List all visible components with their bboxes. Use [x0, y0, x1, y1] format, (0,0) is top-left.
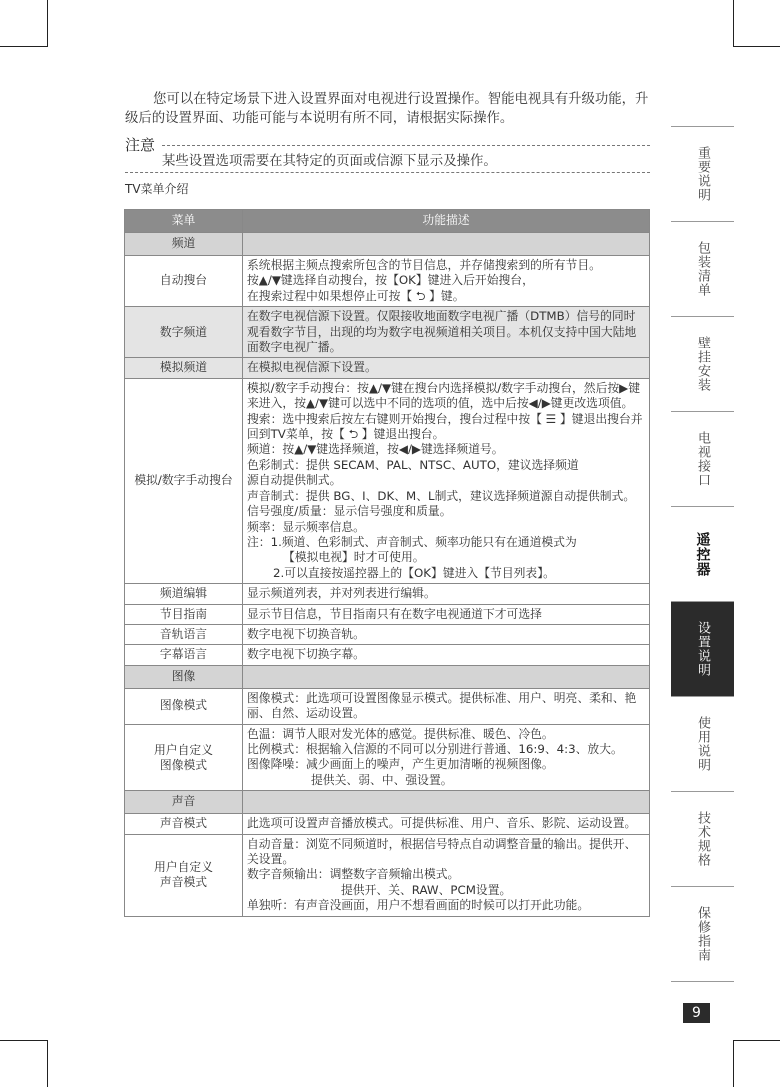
- tab-label: 使用说明: [695, 716, 710, 772]
- row-name: 字幕语言: [125, 645, 243, 665]
- row-desc: [243, 584, 650, 604]
- desc-line: 图像模式：此选项可设置图像显示模式。提供标准、用户、明亮、柔和、艳丽、自然、运动设置。: [247, 690, 637, 721]
- table-header-description: 功能描述: [243, 210, 650, 233]
- table-row: [125, 688, 650, 724]
- desc-line: 注：1.频道、色彩制式、声音制式、频率功能只有在通道模式为: [247, 534, 577, 549]
- tab-label: 重要说明: [695, 146, 710, 202]
- desc-line: 色温：调节人眼对发光体的感觉。提供标准、暖色、冷色。: [247, 726, 554, 741]
- crop-mark: [733, 0, 734, 47]
- crop-mark: [733, 46, 780, 47]
- desc-line: 数字电视下切换字幕。: [247, 647, 365, 662]
- category-picture-desc: [243, 665, 650, 688]
- crop-mark: [0, 46, 48, 47]
- note-top-divider: [162, 145, 650, 146]
- row-name: 频道编辑: [125, 584, 243, 604]
- desc-line: 系统根据主频点搜索所包含的节目信息，并存储搜索到的所有节目。: [247, 258, 601, 272]
- side-tabs: [671, 126, 734, 982]
- row-desc: [243, 724, 650, 791]
- row-desc: [243, 645, 650, 665]
- category-channel: 频道: [125, 233, 243, 256]
- desc-line: 自动音量：浏览不同频道时，根据信号特点自动调整音量的输出。提供开、关设置。: [247, 836, 637, 866]
- row-name: 模拟频道: [125, 358, 243, 378]
- tab-label: 电视接口: [695, 431, 710, 487]
- table-row: [125, 584, 650, 604]
- table-header-menu: 菜单: [125, 210, 243, 233]
- row-name: [125, 724, 243, 791]
- tab-label: 壁挂安装: [695, 336, 710, 392]
- desc-line: 频率：显示频率信息。: [247, 519, 365, 534]
- desc-line: 图像降噪：减少画面上的噪声，产生更加清晰的视频图像。: [247, 757, 554, 772]
- tab-packing-list[interactable]: [671, 221, 734, 316]
- desc-line: 信号强度/质量：显示信号强度和质量。: [247, 504, 452, 519]
- category-sound: 声音: [125, 791, 243, 814]
- page-number: 9: [683, 1003, 710, 1023]
- tab-label: 遥控器: [694, 531, 711, 577]
- row-name: [125, 834, 243, 916]
- row-name: 数字频道: [125, 307, 243, 358]
- row-name: 声音模式: [125, 814, 243, 834]
- tab-usage[interactable]: [671, 696, 734, 791]
- desc-line: 提供开、关、RAW、PCM设置。: [341, 882, 512, 897]
- table-row: [125, 791, 650, 814]
- table-row: [125, 604, 650, 624]
- tab-label: 保修指南: [695, 906, 710, 962]
- row-name-text: 用户自定义 声音模式: [154, 859, 213, 890]
- note-text: 某些设置选项需要在其特定的页面或信源下显示及操作。: [162, 154, 497, 169]
- crop-mark: [733, 1040, 780, 1041]
- row-name: 图像模式: [125, 688, 243, 724]
- tab-important[interactable]: [671, 126, 734, 221]
- desc-line: 提供关、弱、中、强设置。: [311, 772, 453, 787]
- tab-settings[interactable]: [671, 601, 734, 696]
- table-row: [125, 378, 650, 583]
- desc-line: 数字电视下切换音轨。: [247, 626, 365, 641]
- table-row: [125, 814, 650, 834]
- table-row: [125, 834, 650, 916]
- desc-line: 源自动提供制式。: [247, 473, 342, 488]
- category-channel-desc: [243, 233, 650, 256]
- table-row: [125, 724, 650, 791]
- table-row: [125, 645, 650, 665]
- desc-line: 【模拟电视】时才可使用。: [283, 550, 425, 565]
- tabs-bottom-line: [671, 981, 734, 982]
- tab-specs[interactable]: [671, 791, 734, 886]
- table-row: [125, 233, 650, 256]
- tab-remote[interactable]: [671, 506, 734, 601]
- desc-line: 在模拟电视信源下设置。: [247, 360, 377, 375]
- row-desc: [243, 378, 650, 583]
- table-row: [125, 665, 650, 688]
- desc-line: 频道：按▲/▼键选择频道，按◀/▶键选择频道号。: [247, 442, 504, 457]
- tv-menu-table: [124, 209, 650, 917]
- crop-mark: [0, 1040, 48, 1041]
- desc-line: 声音制式：提供 BG、I、DK、M、L制式，建议选择频道源自动提供制式。: [247, 488, 636, 503]
- intro-text: 您可以在特定场景下进入设置界面对电视进行设置操作。智能电视具有升级功能，升级后的设置界面、功能可能与本说明有所不同，请根据实际操作。: [125, 92, 649, 126]
- desc-line: 搜索：选中搜索后按左右键则开始搜台，搜台过程中按【 ☰ 】键退出搜台并回到TV菜单，按【 ⮌ 】键退出搜台。: [247, 411, 643, 442]
- tab-interfaces[interactable]: [671, 411, 734, 506]
- desc-line: 2.可以直接按遥控器上的【OK】键进入【节目列表】。: [273, 565, 555, 580]
- desc-line: 此选项可设置声音播放模式。可提供标准、用户、音乐、影院、运动设置。: [247, 816, 637, 831]
- tab-label: 包装清单: [695, 241, 710, 297]
- row-desc: [243, 307, 650, 358]
- crop-mark: [47, 0, 48, 47]
- desc-line: 比例模式：根据输入信源的不同可以分别进行普通、16:9、4:3、放大。: [247, 741, 623, 756]
- row-desc: [243, 834, 650, 916]
- row-name-text: 用户自定义 图像模式: [154, 742, 213, 772]
- tab-wall-mount[interactable]: [671, 316, 734, 411]
- crop-mark: [733, 1040, 734, 1087]
- desc-line: 显示频道列表，并对列表进行编辑。: [247, 586, 436, 601]
- tab-label: 设置说明: [695, 621, 710, 677]
- table-row: [125, 307, 650, 358]
- desc-line: 显示节目信息，节目指南只有在数字电视通道下才可选择: [247, 606, 542, 621]
- note-label: 注意: [125, 136, 156, 154]
- desc-line: 按▲/▼键选择自动搜台，按【OK】键进入后开始搜台，: [247, 273, 534, 288]
- row-name: 节目指南: [125, 604, 243, 624]
- table-row: [125, 358, 650, 378]
- row-name: 模拟/数字手动搜台: [125, 378, 243, 583]
- desc-line: 单独听：有声音没画面，用户不想看画面的时候可以打开此功能。: [247, 898, 590, 913]
- tab-label: 技术规格: [695, 811, 710, 867]
- table-row: [125, 256, 650, 307]
- row-desc: [243, 814, 650, 834]
- intro-paragraph: [125, 90, 653, 128]
- row-desc: [243, 256, 650, 307]
- row-desc: [243, 604, 650, 624]
- section-title: TV菜单介绍: [125, 182, 189, 196]
- row-desc: [243, 688, 650, 724]
- desc-line: 色彩制式：提供 SECAM、PAL、NTSC、AUTO，建议选择频道: [247, 457, 579, 472]
- desc-line: 数字音频输出：调整数字音频输出模式。: [247, 867, 460, 882]
- row-name: 音轨语言: [125, 624, 243, 644]
- category-picture: 图像: [125, 665, 243, 688]
- category-sound-desc: [243, 791, 650, 814]
- row-desc: [243, 624, 650, 644]
- note-bottom-divider: [125, 172, 650, 173]
- row-name: 自动搜台: [125, 256, 243, 307]
- crop-mark: [47, 1040, 48, 1087]
- desc-line: 在数字电视信源下设置。仅限接收地面数字电视广播（DTMB）信号的同时观看数字节目，出现的均为数字电视频道相关项目。本机仅支持中国大陆地面数字电视广播。: [247, 309, 637, 355]
- tab-warranty[interactable]: [671, 886, 734, 981]
- table-row: [125, 624, 650, 644]
- desc-line: 在搜索过程中如果想停止可按【 ⮌ 】键。: [247, 288, 465, 303]
- row-desc: [243, 358, 650, 378]
- desc-line: 模拟/数字手动搜台：按▲/▼键在搜台内选择模拟/数字手动搜台，然后按▶键来进入，按▲/▼键可以选中不同的选项的值，选中后按◀/▶键更改选项值。: [247, 380, 641, 411]
